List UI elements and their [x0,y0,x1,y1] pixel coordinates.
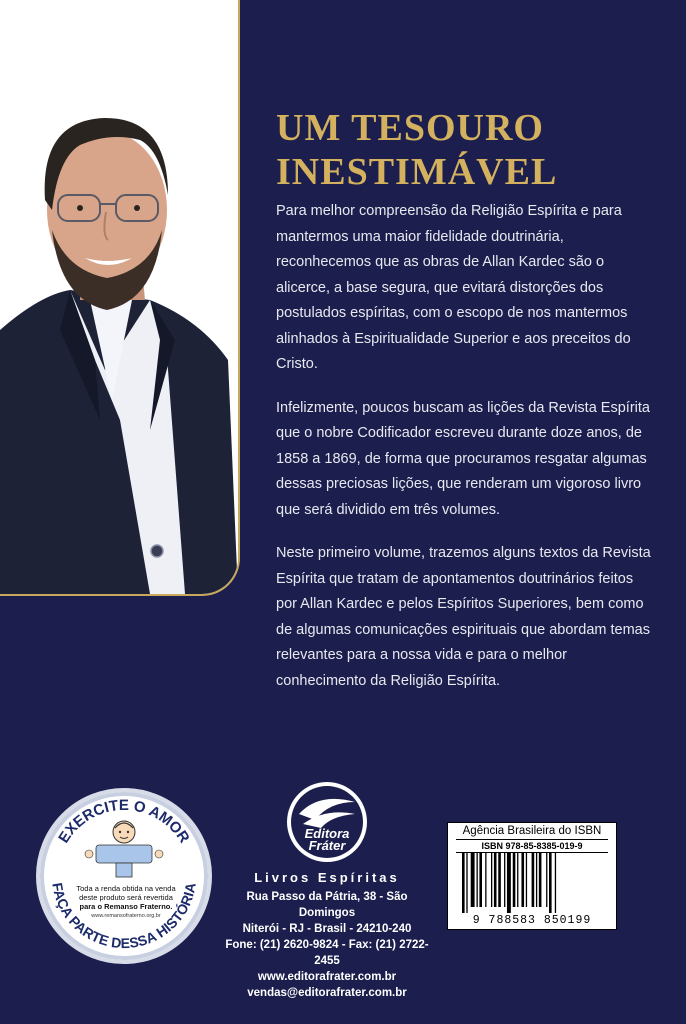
book-title [276,106,656,194]
isbn-barcode-number: 9 788583 850199 [472,914,592,927]
barcode-icon [458,853,608,913]
charity-badge [36,788,212,964]
badge-line-2: deste produto será revertida [79,893,173,902]
logo-text-1: Editora [304,826,350,841]
isbn-barcode-block [447,822,617,930]
publisher-website: www.editorafrater.com.br [257,971,397,983]
synopsis [276,199,651,712]
publisher-email: vendas@editorafrater.com.br [247,987,407,999]
badge-bottom-arc: FAÇA PARTE DESSA HISTÓRIA [49,881,199,952]
isbn-code: ISBN 978-85-8385-019-9 [456,839,608,853]
logo-text-2: Fráter [308,838,346,853]
badge-top-arc: EXERCITE O AMOR [55,796,193,847]
publisher-address-1: Rua Passo da Pátria, 38 - São Domingos [246,891,408,919]
title-line-2: INESTIMÁVEL [276,151,558,193]
publisher-phone: Fone: (21) 2620-9824 - Fax: (21) 2722-2455 [225,939,429,967]
editora-frater-logo-icon [285,780,369,864]
badge-line-1: Toda a renda obtida na venda [76,884,176,893]
isbn-agency: Agência Brasileira do ISBN [462,825,602,837]
paragraph-3: Neste primeiro volume, trazemos alguns textos da Revista Espírita que tratam de apontamentos doutrinários feitos por Allan Kardec e pelos Espíritos Superiores, bem como de algumas comunicações espirituais que abordam temas relevantes para a nossa vida e para o melhor conhecimento da Religião Espírita. [276,545,651,689]
paragraph-1: Para melhor compreensão da Religião Espírita e para mantermos uma maior fidelidade doutrinária, reconhecemos que as obras de Allan Kardec são o alicerce, a base segura, que evitará distorções dos postulados espíritas, com o escopo de nos mantermos alinhados à Espiritualidade Superior e aos preceitos do Cristo. [276,203,631,372]
publisher-address-2: Niterói - RJ - Brasil - 24210-240 [242,923,412,935]
publisher-info [222,780,432,1001]
badge-line-3: para o Remanso Fraterno. [79,902,173,911]
badge-text [70,884,182,921]
author-photo [0,0,240,596]
title-line-1: UM TESOURO [276,107,544,149]
badge-url: www.remansofraterno.org.br [91,913,161,919]
paragraph-2: Infelizmente, poucos buscam as lições da Revista Espírita que o nobre Codificador escreveu durante doze anos, de 1858 a 1869, de forma que procuramos resgatar algumas dessas preciosas lições, que renderam um vigoroso livro que será dividido em três volumes. [276,399,650,518]
publisher-tagline: Livros Espíritas [254,870,400,885]
